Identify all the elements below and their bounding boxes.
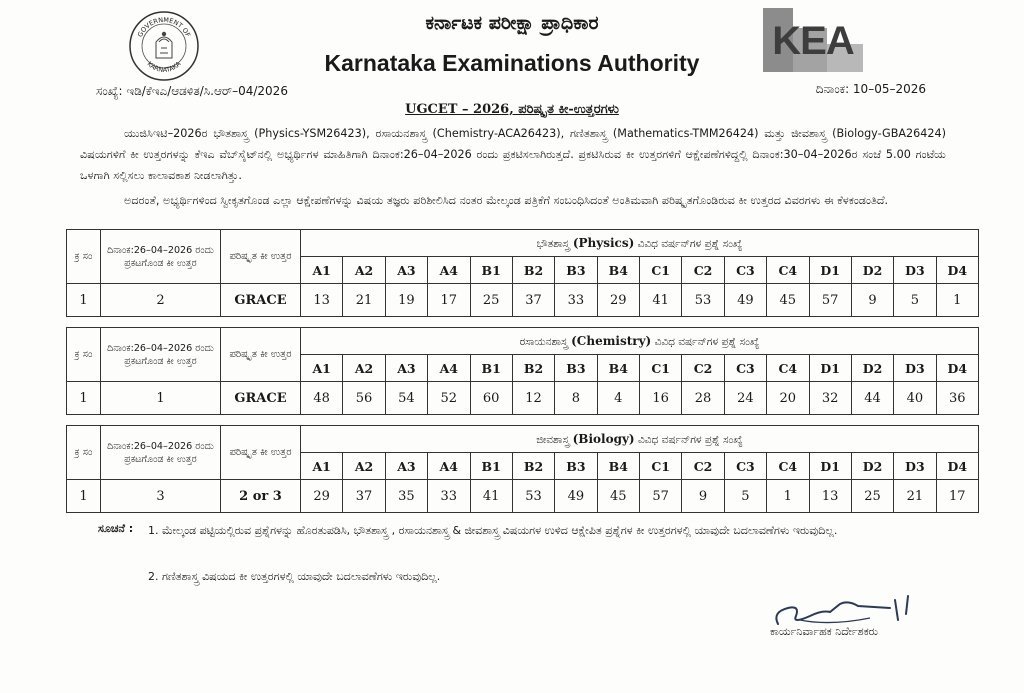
question-number: 56 [343,382,385,415]
question-number: 20 [767,382,809,415]
question-number: 37 [343,480,385,513]
question-number: 25 [851,480,893,513]
question-number: 49 [724,284,766,317]
details-paragraph: ಅದರಂತೆ, ಅಭ್ಯರ್ಥಿಗಳಿಂದ ಸ್ವೀಕೃತಗೊಂಡ ಎಲ್ಲಾ ಆಕ್ಷೇಪಣೆಗಳನ್ನು ವಿಷಯ ತಜ್ಞರು ಪರಿಶೀಲಿಸಿದ ನಂತರ ಮೇಲ್ಕಂಡ ಪತ್ರಿಕೆಗೆ ಸಂಬಂಧಿಸಿದಂತೆ ಅಂತಿಮವಾಗಿ ಪರಿಷ್ಕೃತಗೊಂಡಿರುವ ಕೀ ಉತ್ತರದ ವಿವರಗಳು ಈ ಕೆಳಕಂಡಂತಿದೆ. [124,194,889,207]
version-header: B4 [597,453,639,480]
version-header: D3 [894,355,936,382]
subject-name-english: (Chemistry) [571,333,652,348]
question-number: 40 [894,382,936,415]
version-header: A2 [343,453,385,480]
note-1: 1. ಮೇಲ್ಕಂಡ ಪಟ್ಟಿಯಲ್ಲಿರುವ ಪ್ರಶ್ನೆಗಳನ್ನು ಹೊರತುಪಡಿಸಿ, ಭೌತಶಾಸ್ತ್ರ , ರಸಾಯನಶಾಸ್ತ್ರ & ಜೀವಶಾಸ್ತ್ರ ವಿಷಯಗಳ ಉಳಿದ ಆಕ್ಷೇಪಿತ ಪ್ರಶ್ನೆಗಳ ಕೀ ಉತ್ತರಗಳಲ್ಲಿ ಯಾವುದೇ ಬದಲಾವಣೆಗಳು ಇರುವುದಿಲ್ಲ. [148,524,838,537]
question-number: 32 [809,382,851,415]
version-header: C3 [724,257,766,284]
serial-no: 1 [67,382,101,415]
question-number: 13 [809,480,851,513]
signatory-designation: ಕಾರ್ಯನಿರ್ವಾಹಕ ನಿರ್ದೇಶಕರು [770,625,878,638]
key-table-chemistry [66,327,979,415]
version-header: C4 [767,355,809,382]
version-header: A1 [301,453,343,480]
version-header: C4 [767,257,809,284]
header-published-key: ದಿನಾಂಕ:26–04–2026 ರಂದು ಪ್ರಕಟಗೊಂಡ ಕೀ ಉತ್ತರ [101,426,221,480]
version-header: C3 [724,355,766,382]
version-header: C4 [767,453,809,480]
question-number: 16 [640,382,682,415]
header-revised-key: ಪರಿಷ್ಕೃತ ಕೀ ಉತ್ತರ [221,230,301,284]
question-number: 24 [724,382,766,415]
note-2: 2. ಗಣಿತಶಾಸ್ತ್ರ ವಿಷಯದ ಕೀ ಉತ್ತರಗಳಲ್ಲಿ ಯಾವುದೇ ಬದಲಾವಣೆಗಳು ಇರುವುದಿಲ್ಲ. [148,570,441,583]
published-key-value: 2 [101,284,221,317]
question-number: 45 [597,480,639,513]
header-subject [301,230,979,257]
serial-no: 1 [67,480,101,513]
question-number: 25 [470,284,512,317]
version-header: B3 [555,355,597,382]
question-number: 17 [936,480,978,513]
question-number: 17 [428,284,470,317]
revised-key-value: GRACE [221,284,301,317]
header-published-key: ದಿನಾಂಕ:26–04–2026 ರಂದು ಪ್ರಕಟಗೊಂಡ ಕೀ ಉತ್ತರ [101,328,221,382]
question-number: 29 [597,284,639,317]
header-serial-no: ಕ್ರ ಸಂ [67,230,101,284]
subject-name-kannada: ರಸಾಯನಶಾಸ್ತ್ರ [519,335,568,348]
header-serial-no: ಕ್ರ ಸಂ [67,328,101,382]
serial-no: 1 [67,284,101,317]
version-header: C2 [682,355,724,382]
version-header: B3 [555,257,597,284]
question-number: 36 [936,382,978,415]
question-number: 33 [555,284,597,317]
versions-caption: ವಿವಿಧ ವರ್ಷನ್‌ಗಳ ಪ್ರಶ್ನೆ ಸಂಖ್ಯೆ [637,433,743,446]
table-row [67,284,979,317]
issue-date: ದಿನಾಂಕ: 10–05–2026 [815,82,926,96]
kea-logo [763,8,863,72]
question-number: 57 [809,284,851,317]
question-number: 60 [470,382,512,415]
version-header: C2 [682,257,724,284]
header-revised-key: ಪರಿಷ್ಕೃತ ಕೀ ಉತ್ತರ [221,426,301,480]
version-header: D4 [936,355,978,382]
subject-name-english: (Physics) [572,235,635,250]
version-header: D3 [894,453,936,480]
versions-caption: ವಿವಿಧ ವರ್ಷನ್‌ಗಳ ಪ್ರಶ್ನೆ ಸಂಖ್ಯೆ [637,237,743,250]
key-table-biology [66,425,979,513]
question-number: 12 [512,382,554,415]
published-key-value: 3 [101,480,221,513]
version-header: B2 [512,453,554,480]
subject-name-kannada: ಭೌತಶಾಸ್ತ್ರ [536,237,570,250]
version-header: D1 [809,453,851,480]
svg-text:GOVERNMENT OF: GOVERNMENT OF [136,15,192,39]
question-number: 53 [682,284,724,317]
version-header: A2 [343,355,385,382]
question-number: 21 [894,480,936,513]
version-header: B1 [470,453,512,480]
version-header: B1 [470,257,512,284]
note-label: ಸೂಚನೆ : [98,522,134,535]
version-header: A2 [343,257,385,284]
question-number: 33 [428,480,470,513]
question-number: 53 [512,480,554,513]
revised-key-value: GRACE [221,382,301,415]
version-header: D4 [936,453,978,480]
version-header: B4 [597,257,639,284]
question-number: 44 [851,382,893,415]
version-header: A3 [385,355,427,382]
version-header: D4 [936,257,978,284]
subject-heading [0,102,1024,117]
subject-name-kannada: ಜೀವಶಾಸ್ತ್ರ [536,433,570,446]
version-header: A4 [428,355,470,382]
subject-name-english: (Biology) [572,431,635,446]
version-header: C1 [640,453,682,480]
question-number: 28 [682,382,724,415]
question-number: 21 [343,284,385,317]
version-header: C3 [724,453,766,480]
version-header: C1 [640,257,682,284]
version-header: D2 [851,355,893,382]
question-number: 5 [724,480,766,513]
question-number: 45 [767,284,809,317]
published-key-value: 1 [101,382,221,415]
question-number: 41 [640,284,682,317]
question-number: 41 [470,480,512,513]
table-row [67,480,979,513]
question-number: 37 [512,284,554,317]
version-header: C2 [682,453,724,480]
header-subject [301,426,979,453]
question-number: 5 [894,284,936,317]
question-number: 54 [385,382,427,415]
svg-text:KARNATAKA: KARNATAKA [145,59,183,75]
header-revised-key: ಪರಿಷ್ಕೃತ ಕೀ ಉತ್ತರ [221,328,301,382]
version-header: D2 [851,453,893,480]
version-header: D1 [809,355,851,382]
question-number: 8 [555,382,597,415]
svg-text:KEA: KEA [772,19,854,63]
question-number: 48 [301,382,343,415]
authority-title-english: Karnataka Examinations Authority [324,50,700,76]
question-number: 19 [385,284,427,317]
subject-heading-text: UGCET – 2026, ಪರಿಷ್ಕೃತ ಕೀ-ಉತ್ತರಗಳು [405,102,619,117]
version-header: B2 [512,257,554,284]
question-number: 9 [682,480,724,513]
intro-paragraph: ಯುಜಿಸಿಇಟಿ–2026ರ ಭೌತಶಾಸ್ತ್ರ (Physics-YSM26423), ರಸಾಯನಶಾಸ್ತ್ರ (Chemistry-ACA26423), ಗಣಿತಶಾಸ್ತ್ರ (Mathematics-TMM26424) ಮತ್ತು ಜೀವಶಾಸ್ತ್ರ (Biology-GBA26424) ವಿಷಯಗಳಿಗೆ ಕೀ ಉತ್ತರಗಳನ್ನು ಕೆಇಎ ವೆಬ್‌ಸೈಟ್‌ನಲ್ಲಿ ಅಭ್ಯರ್ಥಿಗಳ ಮಾಹಿತಿಗಾಗಿ ದಿನಾಂಕ:26–04–2026 ರಂದು ಪ್ರಕಟಿಸಲಾಗಿರುತ್ತದೆ. ಪ್ರಕಟಿಸಿರುವ ಕೀ ಉತ್ತರಗಳಿಗೆ ಆಕ್ಷೇಪಣೆಗಳಿದ್ದಲ್ಲಿ ದಿನಾಂಕ:30–04–2026ರ ಸಂಜೆ 5.00 ಗಂಟೆಯ ಒಳಗಾಗಿ ಸಲ್ಲಿಸಲು ಕಾಲಾವಕಾಶ ನೀಡಲಾಗಿತ್ತು. [80,127,946,182]
key-table-physics [66,229,979,317]
version-header: B2 [512,355,554,382]
versions-caption: ವಿವಿಧ ವರ್ಷನ್‌ಗಳ ಪ್ರಶ್ನೆ ಸಂಖ್ಯೆ [654,335,760,348]
version-header: D1 [809,257,851,284]
version-header: A4 [428,257,470,284]
version-header: C1 [640,355,682,382]
version-header: A1 [301,355,343,382]
version-header: B4 [597,355,639,382]
question-number: 35 [385,480,427,513]
header-subject [301,328,979,355]
question-number: 52 [428,382,470,415]
question-number: 49 [555,480,597,513]
version-header: B1 [470,355,512,382]
version-header: D2 [851,257,893,284]
question-number: 1 [767,480,809,513]
header-published-key: ದಿನಾಂಕ:26–04–2026 ರಂದು ಪ್ರಕಟಗೊಂಡ ಕೀ ಉತ್ತರ [101,230,221,284]
version-header: A1 [301,257,343,284]
question-number: 29 [301,480,343,513]
header-serial-no: ಕ್ರ ಸಂ [67,426,101,480]
version-header: D3 [894,257,936,284]
version-header: A3 [385,453,427,480]
table-row [67,382,979,415]
question-number: 57 [640,480,682,513]
version-header: A4 [428,453,470,480]
question-number: 13 [301,284,343,317]
revised-key-value: 2 or 3 [221,480,301,513]
authority-title-kannada: ಕರ್ನಾಟಕ ಪರೀಕ್ಷಾ ಪ್ರಾಧಿಕಾರ [425,12,599,34]
question-number: 9 [851,284,893,317]
reference-number: ಸಂಖ್ಯೆ: ಇಡಿ/ಕೆಇಎ/ಆಡಳಿತ/ಸಿ.ಆರ್–04/2026 [96,84,288,98]
version-header: B3 [555,453,597,480]
version-header: A3 [385,257,427,284]
question-number: 1 [936,284,978,317]
question-number: 4 [597,382,639,415]
